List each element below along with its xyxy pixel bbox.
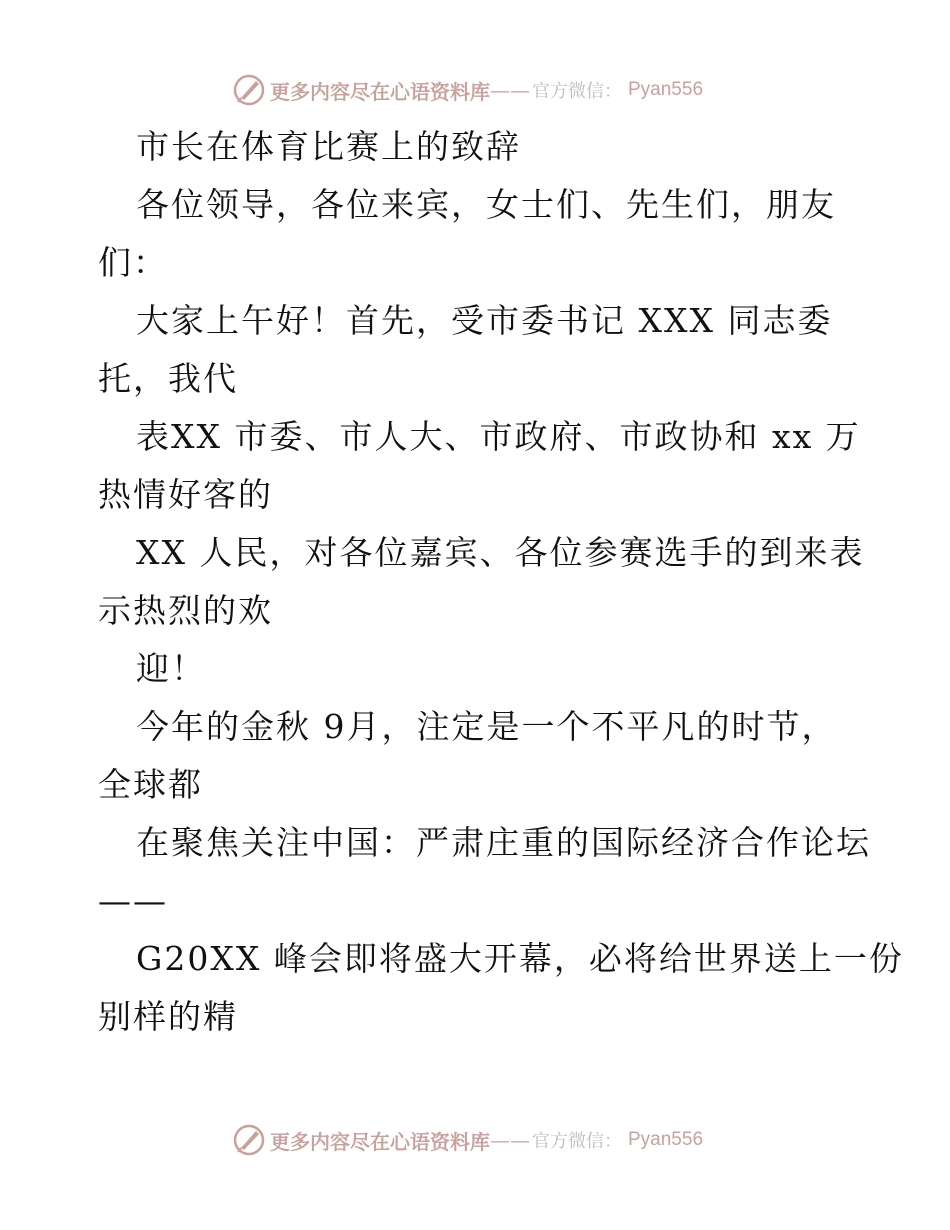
quill-logo-icon xyxy=(232,73,266,107)
watermark-main-text: 更多内容尽在心语资料库 xyxy=(270,79,490,104)
text-line: 全球都 xyxy=(98,765,203,804)
text-line: 今年的金秋 9月，注定是一个不平凡的时节， xyxy=(136,707,837,746)
text-line: 迎！ xyxy=(136,649,206,688)
text-line: G20XX 峰会即将盛大开幕，必将给世界送上一份 xyxy=(136,939,904,978)
watermark-dash: —— xyxy=(490,1128,530,1152)
header-watermark xyxy=(232,72,703,108)
text-line: 们： xyxy=(98,243,168,282)
text-line: 表XX 市委、市人大、市政府、市政协和 xx 万 xyxy=(136,417,861,456)
text-line: 大家上午好！首先，受市委书记 XXX 同志委 xyxy=(136,301,833,340)
watermark-main-text: 更多内容尽在心语资料库 xyxy=(270,1129,490,1154)
text-line: 别样的精 xyxy=(98,997,238,1036)
speech-body xyxy=(98,118,904,1046)
text-line: —— xyxy=(98,881,168,920)
speech-title: 市长在体育比赛上的致辞 xyxy=(136,127,521,166)
text-line: 托，我代 xyxy=(98,359,238,398)
watermark-wechat-id: Pyan556 xyxy=(628,1129,704,1150)
text-line: 示热烈的欢 xyxy=(98,591,273,630)
text-line: 热情好客的 xyxy=(98,475,273,514)
quill-logo-icon xyxy=(232,1123,266,1157)
footer-watermark xyxy=(232,1122,703,1158)
watermark-wechat-id: Pyan556 xyxy=(628,79,704,100)
text-line: 各位领导，各位来宾，女士们、先生们，朋友 xyxy=(136,185,836,224)
watermark-sub-text: 官方微信： xyxy=(532,1131,622,1152)
text-line: XX 人民，对各位嘉宾、各位参赛选手的到来表 xyxy=(136,533,865,572)
text-line: 在聚焦关注中国：严肃庄重的国际经济合作论坛 xyxy=(136,823,871,862)
watermark-sub-text: 官方微信： xyxy=(532,81,622,102)
watermark-dash: —— xyxy=(490,78,530,102)
